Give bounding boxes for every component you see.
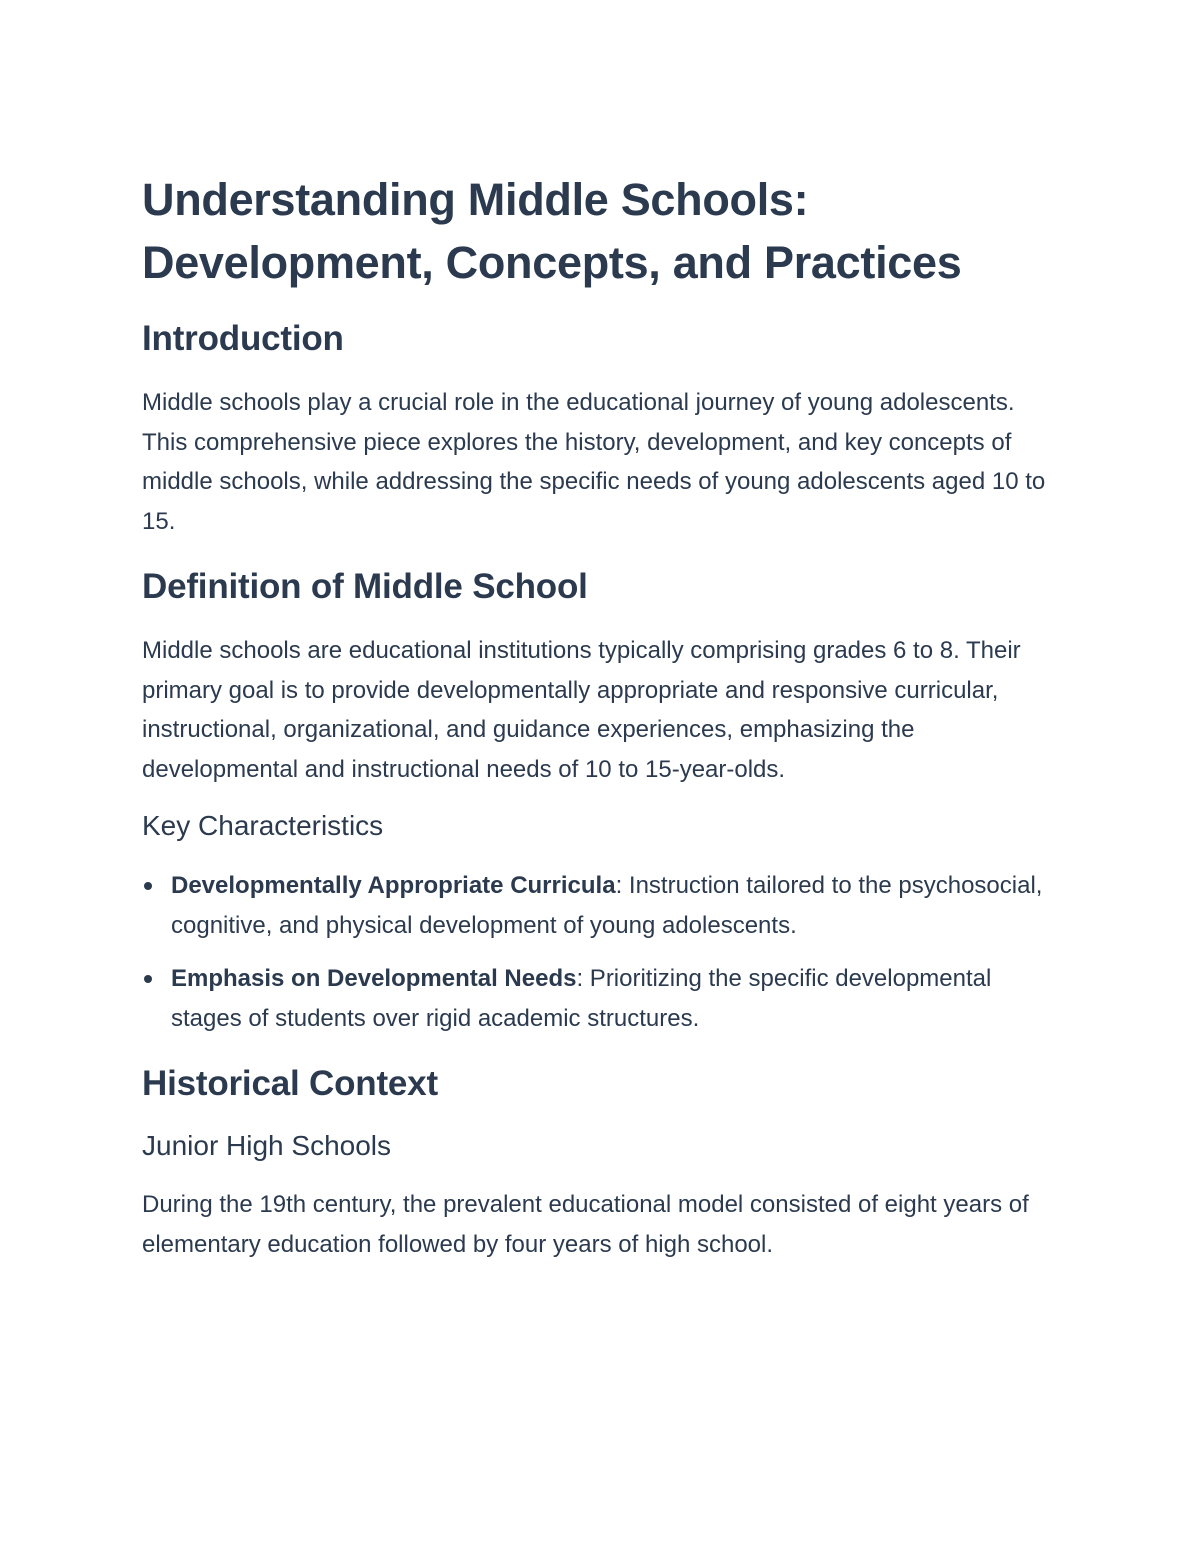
- list-item-text: : Instruction tailored to the psychosocial, cognitive, and physical development of young adolescents.: [171, 872, 1043, 939]
- document-page: [142, 168, 1062, 1264]
- definition-paragraph: Middle schools are educational institutions typically comprising grades 6 to 8. Their primary goal is to provide developmentally appropriate and responsive curricular, instructional, organizational, and guidance experiences, emphasizing the developmental and instructional needs of 10 to 15-year-olds.: [142, 637, 1021, 783]
- introduction-heading: Introduction: [142, 319, 344, 358]
- list-item-term: Developmentally Appropriate Curricula: [171, 872, 616, 899]
- list-item-text: : Prioritizing the specific developmental stages of students over rigid academic structures.: [171, 965, 992, 1032]
- document-title: [142, 168, 1062, 294]
- title-line-2: Development, Concepts, and Practices: [142, 237, 962, 288]
- historical-context-heading: Historical Context: [142, 1064, 438, 1103]
- junior-high-heading: Junior High Schools: [142, 1130, 392, 1161]
- key-characteristics-list: [142, 866, 1062, 1038]
- list-item: [142, 959, 1062, 1038]
- introduction-paragraph: Middle schools play a crucial role in the educational journey of young adolescents. This comprehensive piece explores the history, development, and key concepts of middle schools, while addressing the specific needs of young adolescents aged 10 to 15.: [142, 389, 1046, 535]
- junior-high-paragraph: During the 19th century, the prevalent educational model consisted of eight years of elementary education followed by four years of high school.: [142, 1191, 1029, 1258]
- key-characteristics-heading: Key Characteristics: [142, 810, 384, 841]
- bullet-dot-icon: [144, 975, 152, 983]
- definition-heading: Definition of Middle School: [142, 567, 588, 606]
- list-item: [142, 866, 1062, 945]
- list-item-term: Emphasis on Developmental Needs: [171, 965, 577, 992]
- bullet-dot-icon: [144, 882, 152, 890]
- title-line-1: Understanding Middle Schools:: [142, 174, 809, 225]
